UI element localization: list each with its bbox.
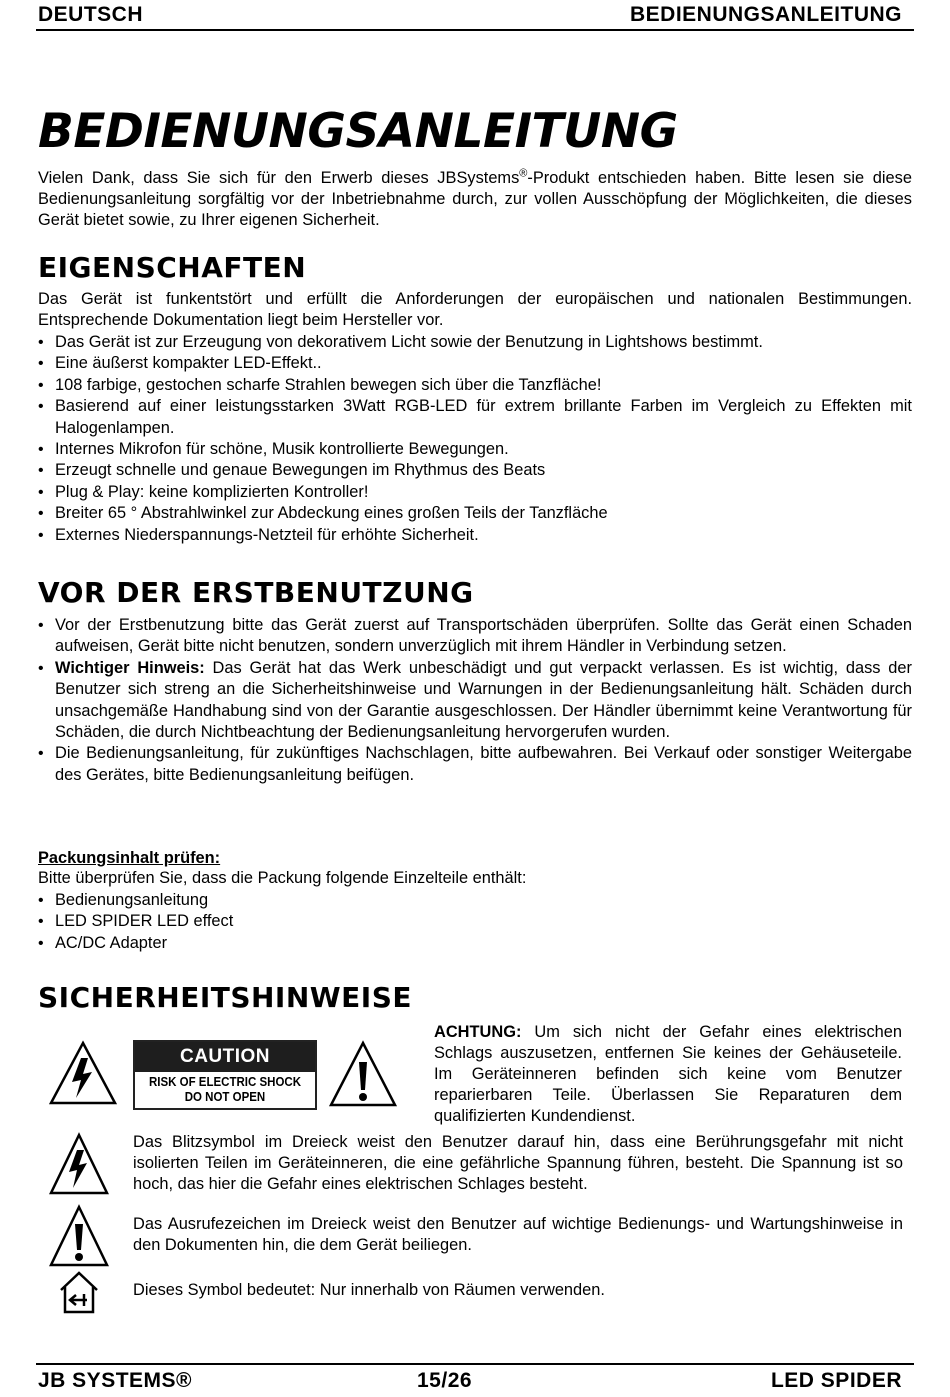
list-item: • Breiter 65 ° Abstrahlwinkel zur Abdeckung eines großen Teils der Tanzfläche: [38, 503, 912, 524]
lightning-triangle-icon: [48, 1132, 110, 1201]
list-item: • Basierend auf einer leistungsstarken 3Watt RGB-LED für extrem brillante Farben im Vergleich zu Effekten mit Halogenlampen.: [38, 396, 912, 439]
list-item: • Internes Mikrofon für schöne, Musik kontrollierte Bewegungen.: [38, 439, 912, 460]
before-use-heading: VOR DER ERSTBENUTZUNG: [38, 576, 474, 609]
caution-subtext: [142, 1072, 308, 1105]
achtung-paragraph: [434, 1022, 902, 1127]
intro-paragraph: [38, 164, 912, 231]
exclamation-text: Das Ausrufezeichen im Dreieck weist den Benutzer auf wichtige Bedienungs- und Wartungshinweise in den Dokumenten hin, die dem Gerät beiliegen.: [133, 1215, 903, 1254]
safety-heading: SICHERHEITSHINWEISE: [38, 981, 413, 1014]
features-text: Das Gerät ist funkentstört und erfüllt die Anforderungen der europäischen und nationalen Bestimmungen. Entsprechende Dokumentation liegt beim Hersteller vor.: [38, 290, 912, 329]
list-item: • AC/DC Adapter: [38, 933, 638, 954]
header-right: BEDIENUNGSANLEITUNG: [629, 3, 902, 26]
lightning-triangle-icon: [48, 1040, 118, 1111]
indoor-text: Dieses Symbol bedeutet: Nur innerhalb von Räumen verwenden.: [133, 1281, 605, 1299]
list-item: • Eine äußerst kompakter LED-Effekt..: [38, 353, 912, 374]
header-left: DEUTSCH: [38, 3, 144, 26]
footer-rule: [36, 1363, 914, 1365]
exclamation-triangle-icon: [48, 1204, 110, 1273]
features-list: [38, 332, 912, 546]
achtung-label: ACHTUNG:: [434, 1023, 522, 1041]
list-item: • Die Bedienungsanleitung, für zukünftiges Nachschlagen, bitte aufbewahren. Bei Verkauf oder sonstiger Weitergabe des Gerätes, bitte Bedienungsanleitung beifügen.: [38, 743, 912, 786]
list-item: • 108 farbige, gestochen scharfe Strahlen bewegen sich über die Tanzfläche!: [38, 375, 912, 396]
exclamation-triangle-icon: [328, 1040, 398, 1113]
important-label: Wichtiger Hinweis:: [55, 658, 205, 677]
page-number: 15/26: [417, 1369, 473, 1392]
caution-sub-line1: RISK OF ELECTRIC SHOCK: [148, 1075, 302, 1089]
list-item: [38, 658, 912, 744]
indoor-use-icon: [57, 1270, 101, 1321]
package-heading: Packungsinhalt prüfen:: [38, 849, 221, 867]
list-item: • Vor der Erstbenutzung bitte das Gerät zuerst auf Transportschäden überprüfen. Sollte das Gerät einen Schaden aufweisen, Gerät bitte nicht benutzen, sondern unverzüglich mit ihrem Händler in Verbindung setzen.: [38, 615, 912, 658]
caution-title: CAUTION: [135, 1042, 315, 1072]
list-item: • Externes Niederspannungs-Netzteil für erhöhte Sicherheit.: [38, 525, 912, 546]
caution-label: [133, 1040, 317, 1110]
important-text: Das Gerät hat das Werk unbeschädigt und gut verpackt verlassen. Es ist wichtig, dass der Benutzer sich streng an die Sicherheitshinweise und Warnungen in der Bedienungsanleitung hält. Schäden durch unsachgemäße Handhabung sind von der Garantie ausgeschlossen. Der Händler übernimmt keine Verantwortung für Schäden, die durch Nichtbeachtung der Bedienungsanleitung hervorgerufen wurden.: [55, 658, 912, 742]
features-heading: EIGENSCHAFTEN: [38, 251, 307, 284]
before-use-list: [38, 615, 912, 786]
package-text: Bitte überprüfen Sie, dass die Packung folgende Einzelteile enthält:: [38, 869, 527, 887]
list-item: • Erzeugt schnelle und genaue Bewegungen im Rhythmus des Beats: [38, 460, 912, 481]
intro-text: Vielen Dank, dass Sie sich für den Erwerb dieses JBSystems®-Produkt entschieden haben. Bitte lesen sie diese Bedienungsanleitung sorgfältig vor der Inbetriebnahme durch, zur vollen Ausschöpfung der Möglichkeiten, die dieses Gerät bietet sowie, zu Ihrer eigenen Sicherheit.: [38, 168, 912, 230]
page-title: BEDIENUNGSANLEITUNG: [38, 104, 678, 159]
list-item: • Bedienungsanleitung: [38, 890, 638, 911]
footer-product: LED SPIDER: [770, 1369, 902, 1392]
list-item: • Plug & Play: keine komplizierten Kontroller!: [38, 482, 912, 503]
lightning-text: Das Blitzsymbol im Dreieck weist den Benutzer darauf hin, dass eine Berührungsgefahr mit nicht isolierten Teilen im Geräteinneren, die eine gefährliche Spannung führen, besteht. Die Spannung ist so hoch, das hier die Gefahr eines elektrischen Schlages besteht.: [133, 1133, 903, 1193]
achtung-text: Um sich nicht der Gefahr eines elektrischen Schlags auszusetzen, entfernen Sie keines der Gehäuseteile. Im Geräteinneren befinden sich keine vom Benutzer reparierbaren Teile. Überlassen Sie Reparaturen dem qualifizierten Kundendienst.: [434, 1023, 902, 1125]
package-list: [38, 890, 638, 954]
list-item: • LED SPIDER LED effect: [38, 911, 638, 932]
footer-brand: JB SYSTEMS®: [38, 1369, 193, 1392]
header-rule: [36, 29, 914, 31]
list-item: • Das Gerät ist zur Erzeugung von dekorativem Licht sowie der Benutzung in Lightshows bestimmt.: [38, 332, 912, 353]
caution-sub-line2: DO NOT OPEN: [184, 1090, 266, 1104]
